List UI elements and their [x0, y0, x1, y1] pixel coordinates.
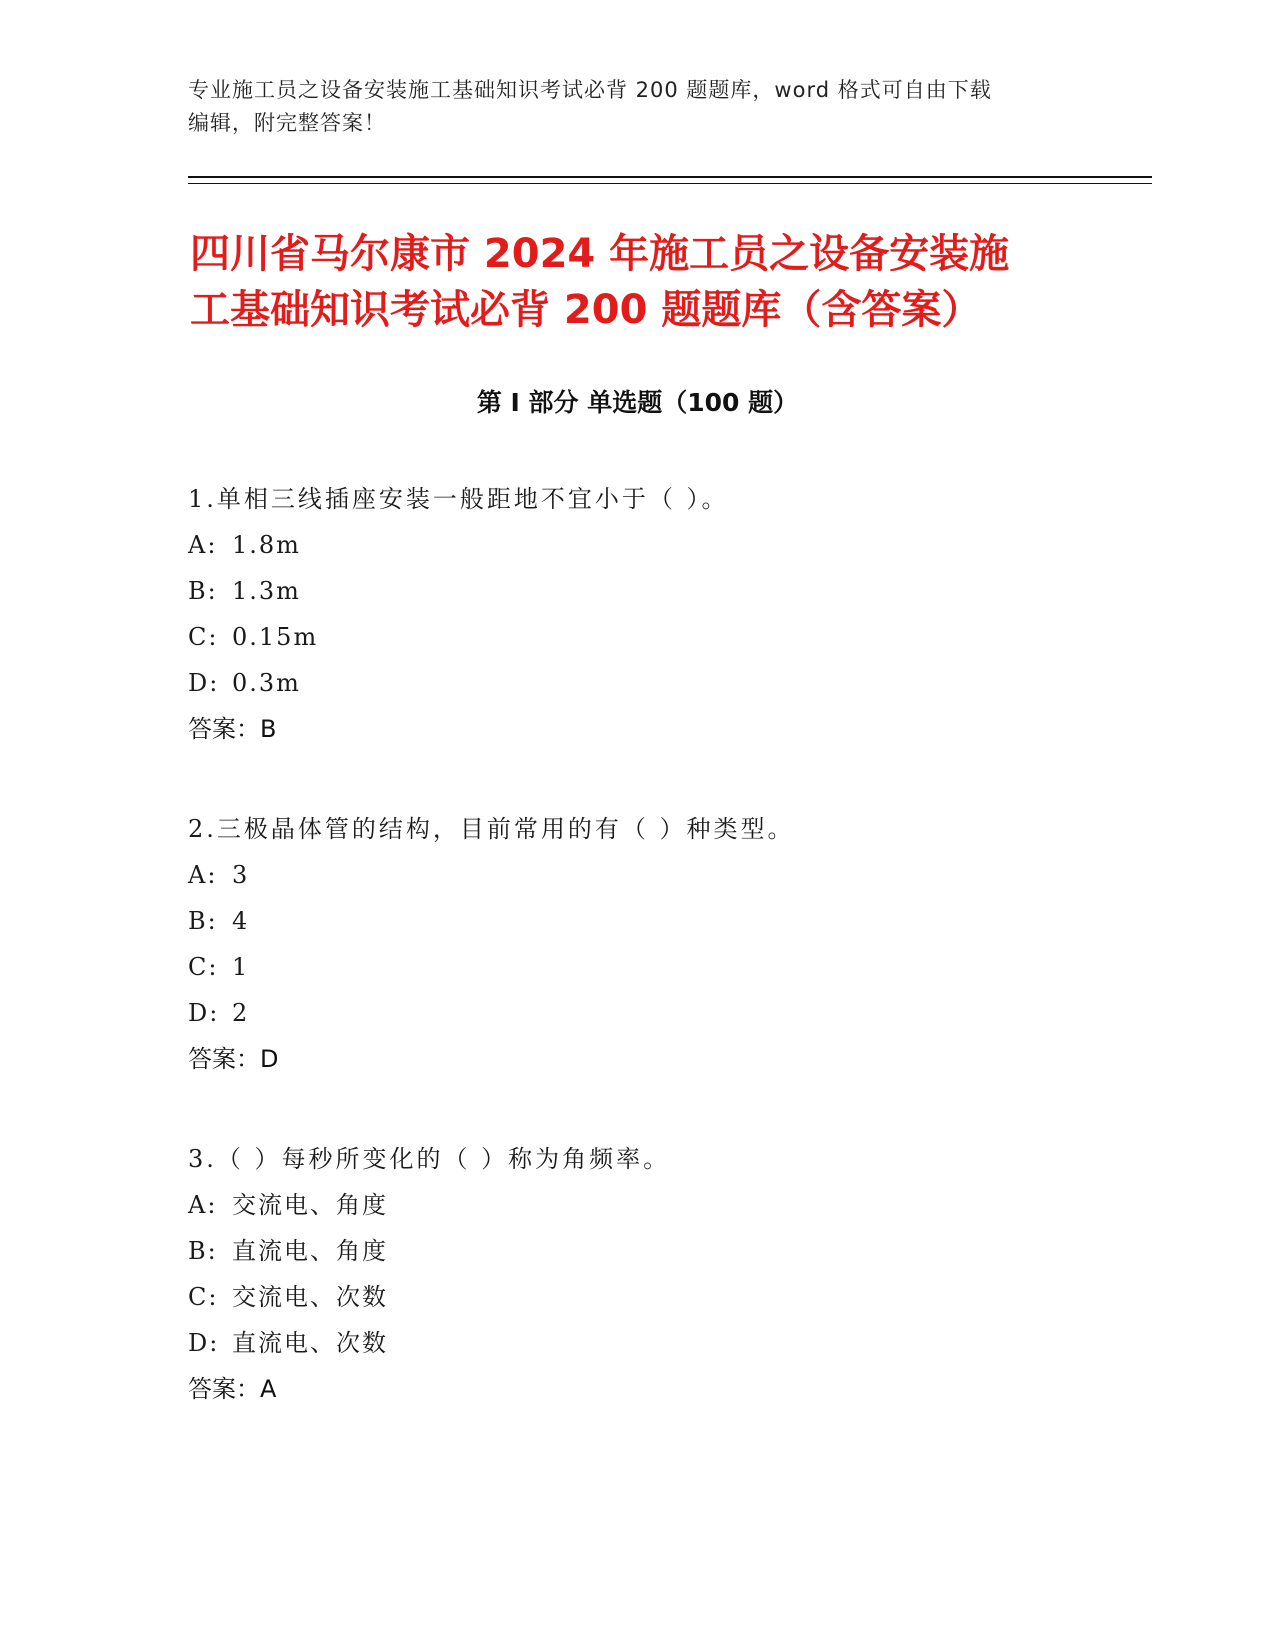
header-divider-thick	[188, 176, 1152, 178]
option-letter: C:	[188, 1283, 219, 1311]
option-text: 直流电、次数	[232, 1329, 388, 1357]
header-divider-thin	[188, 183, 1152, 184]
option-text: 1.3m	[232, 577, 301, 605]
option-text: 交流电、角度	[232, 1191, 388, 1219]
option-letter: C:	[188, 953, 219, 981]
option-letter: D:	[188, 1329, 220, 1357]
question-stem: 3.（ ）每秒所变化的（ ）称为角频率。	[188, 1145, 671, 1173]
option-b	[188, 568, 1148, 614]
option-text: 2	[232, 999, 250, 1027]
option-d	[188, 990, 1148, 1036]
option-text: 4	[232, 907, 250, 935]
option-b	[188, 1228, 1148, 1274]
answer-line: 答案：D	[188, 1045, 279, 1073]
option-letter: D:	[188, 999, 220, 1027]
document-title-line-1: 四川省马尔康市 2024 年施工员之设备安装施	[190, 231, 1010, 277]
option-text: 1.8m	[232, 531, 301, 559]
option-c	[188, 614, 1148, 660]
option-text: 直流电、角度	[232, 1237, 388, 1265]
option-text: 交流电、次数	[232, 1283, 388, 1311]
option-text: 0.3m	[232, 669, 301, 697]
question-1	[188, 476, 1148, 752]
option-text: 0.15m	[232, 623, 319, 651]
option-text: 3	[232, 861, 250, 889]
option-a	[188, 1182, 1148, 1228]
question-3	[188, 1136, 1148, 1412]
option-d	[188, 660, 1148, 706]
option-letter: B:	[188, 577, 218, 605]
header-note	[188, 74, 1088, 140]
question-stem: 2.三极晶体管的结构，目前常用的有（ ）种类型。	[188, 815, 795, 843]
option-letter: B:	[188, 1237, 218, 1265]
option-letter: B:	[188, 907, 218, 935]
option-d	[188, 1320, 1148, 1366]
option-letter: C:	[188, 623, 219, 651]
option-a	[188, 852, 1148, 898]
question-list	[188, 476, 1148, 1466]
answer-line: 答案：B	[188, 715, 277, 743]
section-title: 第 I 部分 单选题（100 题）	[476, 388, 799, 417]
header-note-line-1: 专业施工员之设备安装施工基础知识考试必背 200 题题库，word 格式可自由下载	[188, 78, 992, 102]
document-title	[190, 226, 1110, 338]
option-letter: A:	[188, 861, 218, 889]
option-text: 1	[232, 953, 250, 981]
question-stem: 1.单相三线插座安装一般距地不宜小于（ ）。	[188, 485, 729, 513]
option-letter: A:	[188, 1191, 218, 1219]
option-c	[188, 1274, 1148, 1320]
document-title-line-2: 工基础知识考试必背 200 题题库（含答案）	[190, 287, 982, 333]
option-a	[188, 522, 1148, 568]
option-letter: D:	[188, 669, 220, 697]
header-note-line-2: 编辑，附完整答案！	[188, 111, 386, 135]
answer-line: 答案：A	[188, 1375, 277, 1403]
option-c	[188, 944, 1148, 990]
option-b	[188, 898, 1148, 944]
question-2	[188, 806, 1148, 1082]
option-letter: A:	[188, 531, 218, 559]
